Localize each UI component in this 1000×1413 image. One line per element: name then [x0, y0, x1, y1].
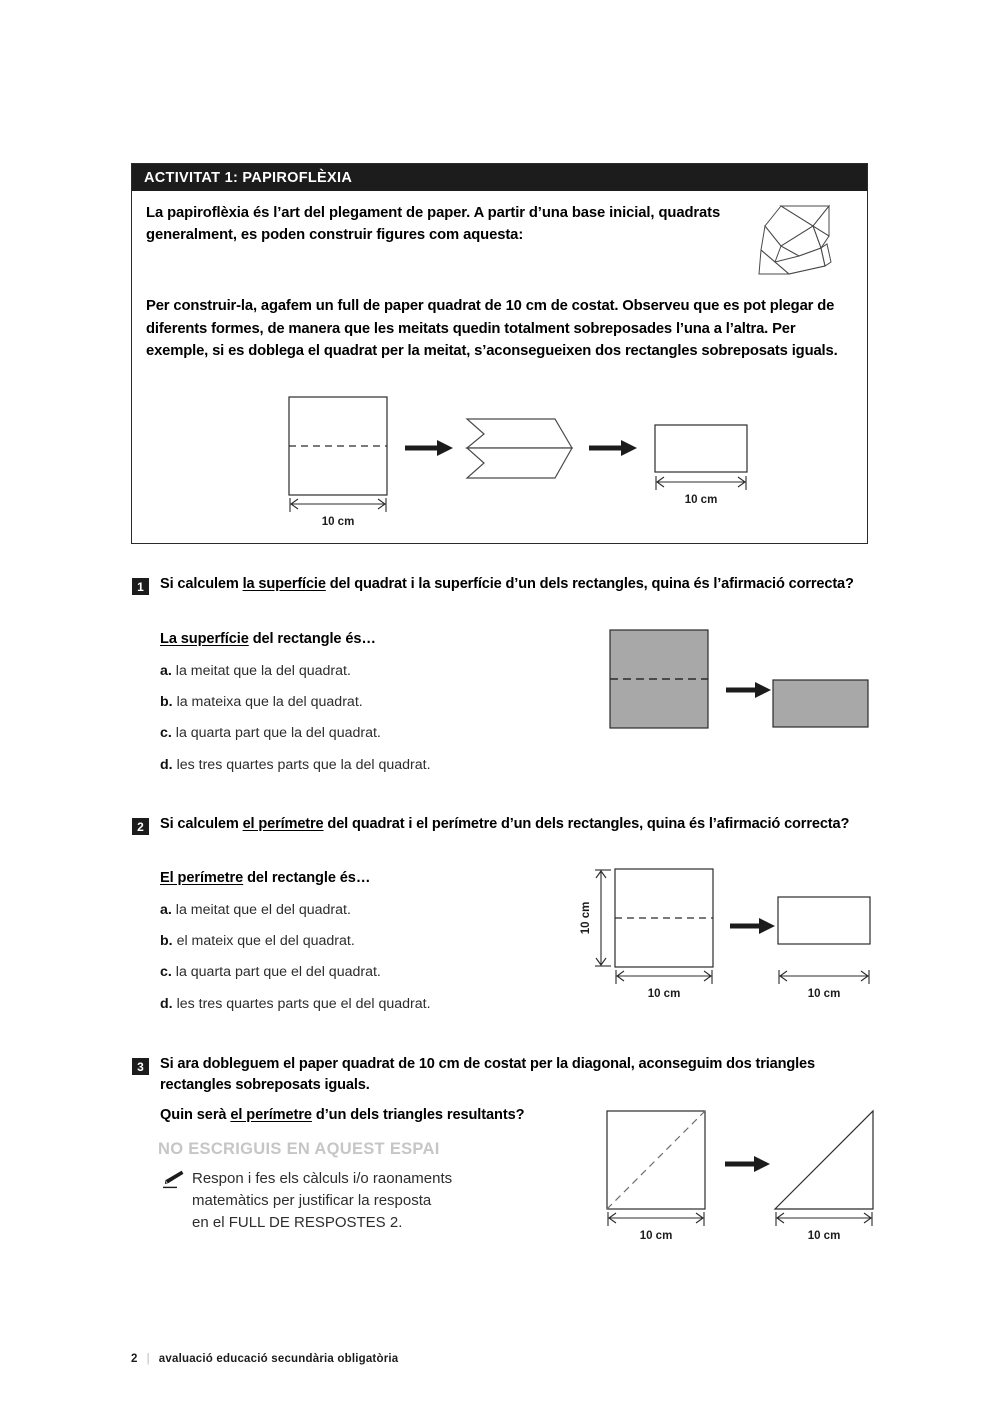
q2-lead-post: del rectangle és… [243, 870, 371, 886]
pencil-icon [160, 1170, 184, 1190]
question-1-number: 1 [132, 578, 149, 595]
origami-figure-illustration [751, 200, 843, 280]
q1-opt-b-text: la mateixa que la del quadrat. [176, 694, 363, 710]
question-1-stem [160, 574, 880, 595]
question-3-number: 3 [132, 1058, 149, 1075]
intro-square-dimension-label: 10 cm [321, 516, 355, 528]
footer-separator: | [146, 1353, 150, 1365]
q3-respond-line3: en el FULL DE RESPOSTES 2. [192, 1214, 403, 1231]
arrow-right-q1 [726, 682, 771, 698]
q1-opt-c-text: la quarta part que la del quadrat. [175, 725, 381, 741]
folding-sequence-diagram [277, 392, 747, 537]
q1-opt-a-letter: a. [160, 663, 172, 679]
activity-box [131, 163, 868, 544]
activity-header-title: ACTIVITAT 1: PAPIROFLÈXIA [132, 164, 867, 191]
activity-intro-paragraph: La papiroflèxia és l’art del plegament de paper. A partir d’una base inicial, quadrats generalment, es poden construir figures com aquesta: [146, 205, 721, 243]
q2-opt-b-letter: b. [160, 933, 173, 949]
question-1-option-a[interactable] [160, 663, 351, 679]
question-2-lead [160, 870, 370, 886]
question-2-stem [160, 814, 880, 835]
arrow-right-2 [589, 440, 637, 456]
q2-square-width-label: 10 cm [647, 988, 681, 1000]
respond-instruction-block [160, 1168, 560, 1234]
q1-lead-post: del rectangle és… [248, 631, 376, 647]
q3-square-dimension-label: 10 cm [639, 1230, 673, 1242]
q2-opt-b-text: el mateix que el del quadrat. [176, 933, 355, 949]
q1-opt-a-text: la meitat que la del quadrat. [175, 663, 351, 679]
intro-rectangle-dimension-label: 10 cm [684, 494, 718, 506]
q3-lead-post: d’un dels triangles resultants? [311, 1107, 525, 1123]
q3-respond-line1: Respon i fes els càlculs i/o raonaments [192, 1170, 453, 1187]
arrow-right-1 [405, 440, 453, 456]
q1-stem-underlined: la superfície [242, 576, 326, 592]
q2-stem-pre: Si calculem [160, 816, 243, 832]
q1-opt-d-text: les tres quartes parts que la del quadrat. [176, 757, 431, 773]
question-2-option-d[interactable] [160, 996, 431, 1012]
question-1-option-b[interactable] [160, 694, 363, 710]
question-3-stem [160, 1054, 880, 1096]
question-1-option-c[interactable] [160, 725, 381, 741]
activity-body-paragraph: Per construir-la, agafem un full de paper quadrat de 10 cm de costat. Observeu que es pot plegar de diferents formes, de manera que les meitats quedin totalment sobreposades l’una a l’altra. Per exemple, si es doblega el quadrat per la meitat, s’aconsegueixen dos rectangles sobreposats iguals. [146, 298, 838, 359]
page-footer [131, 1353, 398, 1365]
q1-lead-underlined: La superfície [160, 631, 249, 647]
question-3-diagram [595, 1106, 875, 1246]
no-write-notice: NO ESCRIGUIS EN AQUEST ESPAI [158, 1140, 440, 1158]
q1-opt-b-letter: b. [160, 694, 173, 710]
q3-lead-pre: Quin serà [160, 1107, 231, 1123]
q3-stem-line1: Si ara dobleguem el paper quadrat de 10 cm de costat per la diagonal, aconseguim dos [160, 1056, 752, 1072]
q2-opt-c-text: la quarta part que el del quadrat. [175, 964, 381, 980]
q1-stem-pre: Si calculem [160, 576, 243, 592]
q2-square-height-label: 10 cm [580, 901, 592, 935]
q2-opt-a-letter: a. [160, 902, 172, 918]
question-2-number: 2 [132, 818, 149, 835]
question-2-option-c[interactable] [160, 964, 381, 980]
q2-opt-d-text: les tres quartes parts que el del quadrat. [176, 996, 431, 1012]
footer-text: avaluació educació secundària obligatòria [158, 1353, 399, 1365]
q1-opt-d-letter: d. [160, 757, 173, 773]
q2-rectangle-width-label: 10 cm [807, 988, 841, 1000]
q2-lead-underlined: El perímetre [160, 870, 244, 886]
question-1-option-d[interactable] [160, 757, 431, 773]
question-2-option-b[interactable] [160, 933, 355, 949]
q3-respond-line2: matemàtics per justificar la resposta [192, 1192, 432, 1209]
question-1-diagram [608, 628, 873, 738]
footer-page-number: 2 [131, 1353, 138, 1365]
question-2-diagram [578, 864, 873, 1004]
q2-opt-a-text: la meitat que el del quadrat. [175, 902, 351, 918]
q1-opt-c-letter: c. [160, 725, 172, 741]
q3-stem-line2: triangles rectangles sobreposats iguals. [160, 1056, 815, 1093]
question-1-lead [160, 631, 376, 647]
question-2-option-a[interactable] [160, 902, 351, 918]
q3-lead-underlined: el perímetre [230, 1107, 312, 1123]
q2-stem-underlined: el perímetre [242, 816, 324, 832]
respond-instruction-text [192, 1168, 452, 1234]
arrow-right-q3 [725, 1156, 770, 1172]
arrow-right-q2 [730, 918, 775, 934]
q2-opt-d-letter: d. [160, 996, 173, 1012]
question-3-lead [160, 1107, 524, 1123]
q1-stem-post: del quadrat i la superfície d’un dels rectangles, quina és l’afirmació correcta? [325, 576, 854, 592]
q3-triangle-dimension-label: 10 cm [807, 1230, 841, 1242]
q2-opt-c-letter: c. [160, 964, 172, 980]
q2-stem-post: del quadrat i el perímetre d’un dels rectangles, quina és l’afirmació correcta? [323, 816, 850, 832]
